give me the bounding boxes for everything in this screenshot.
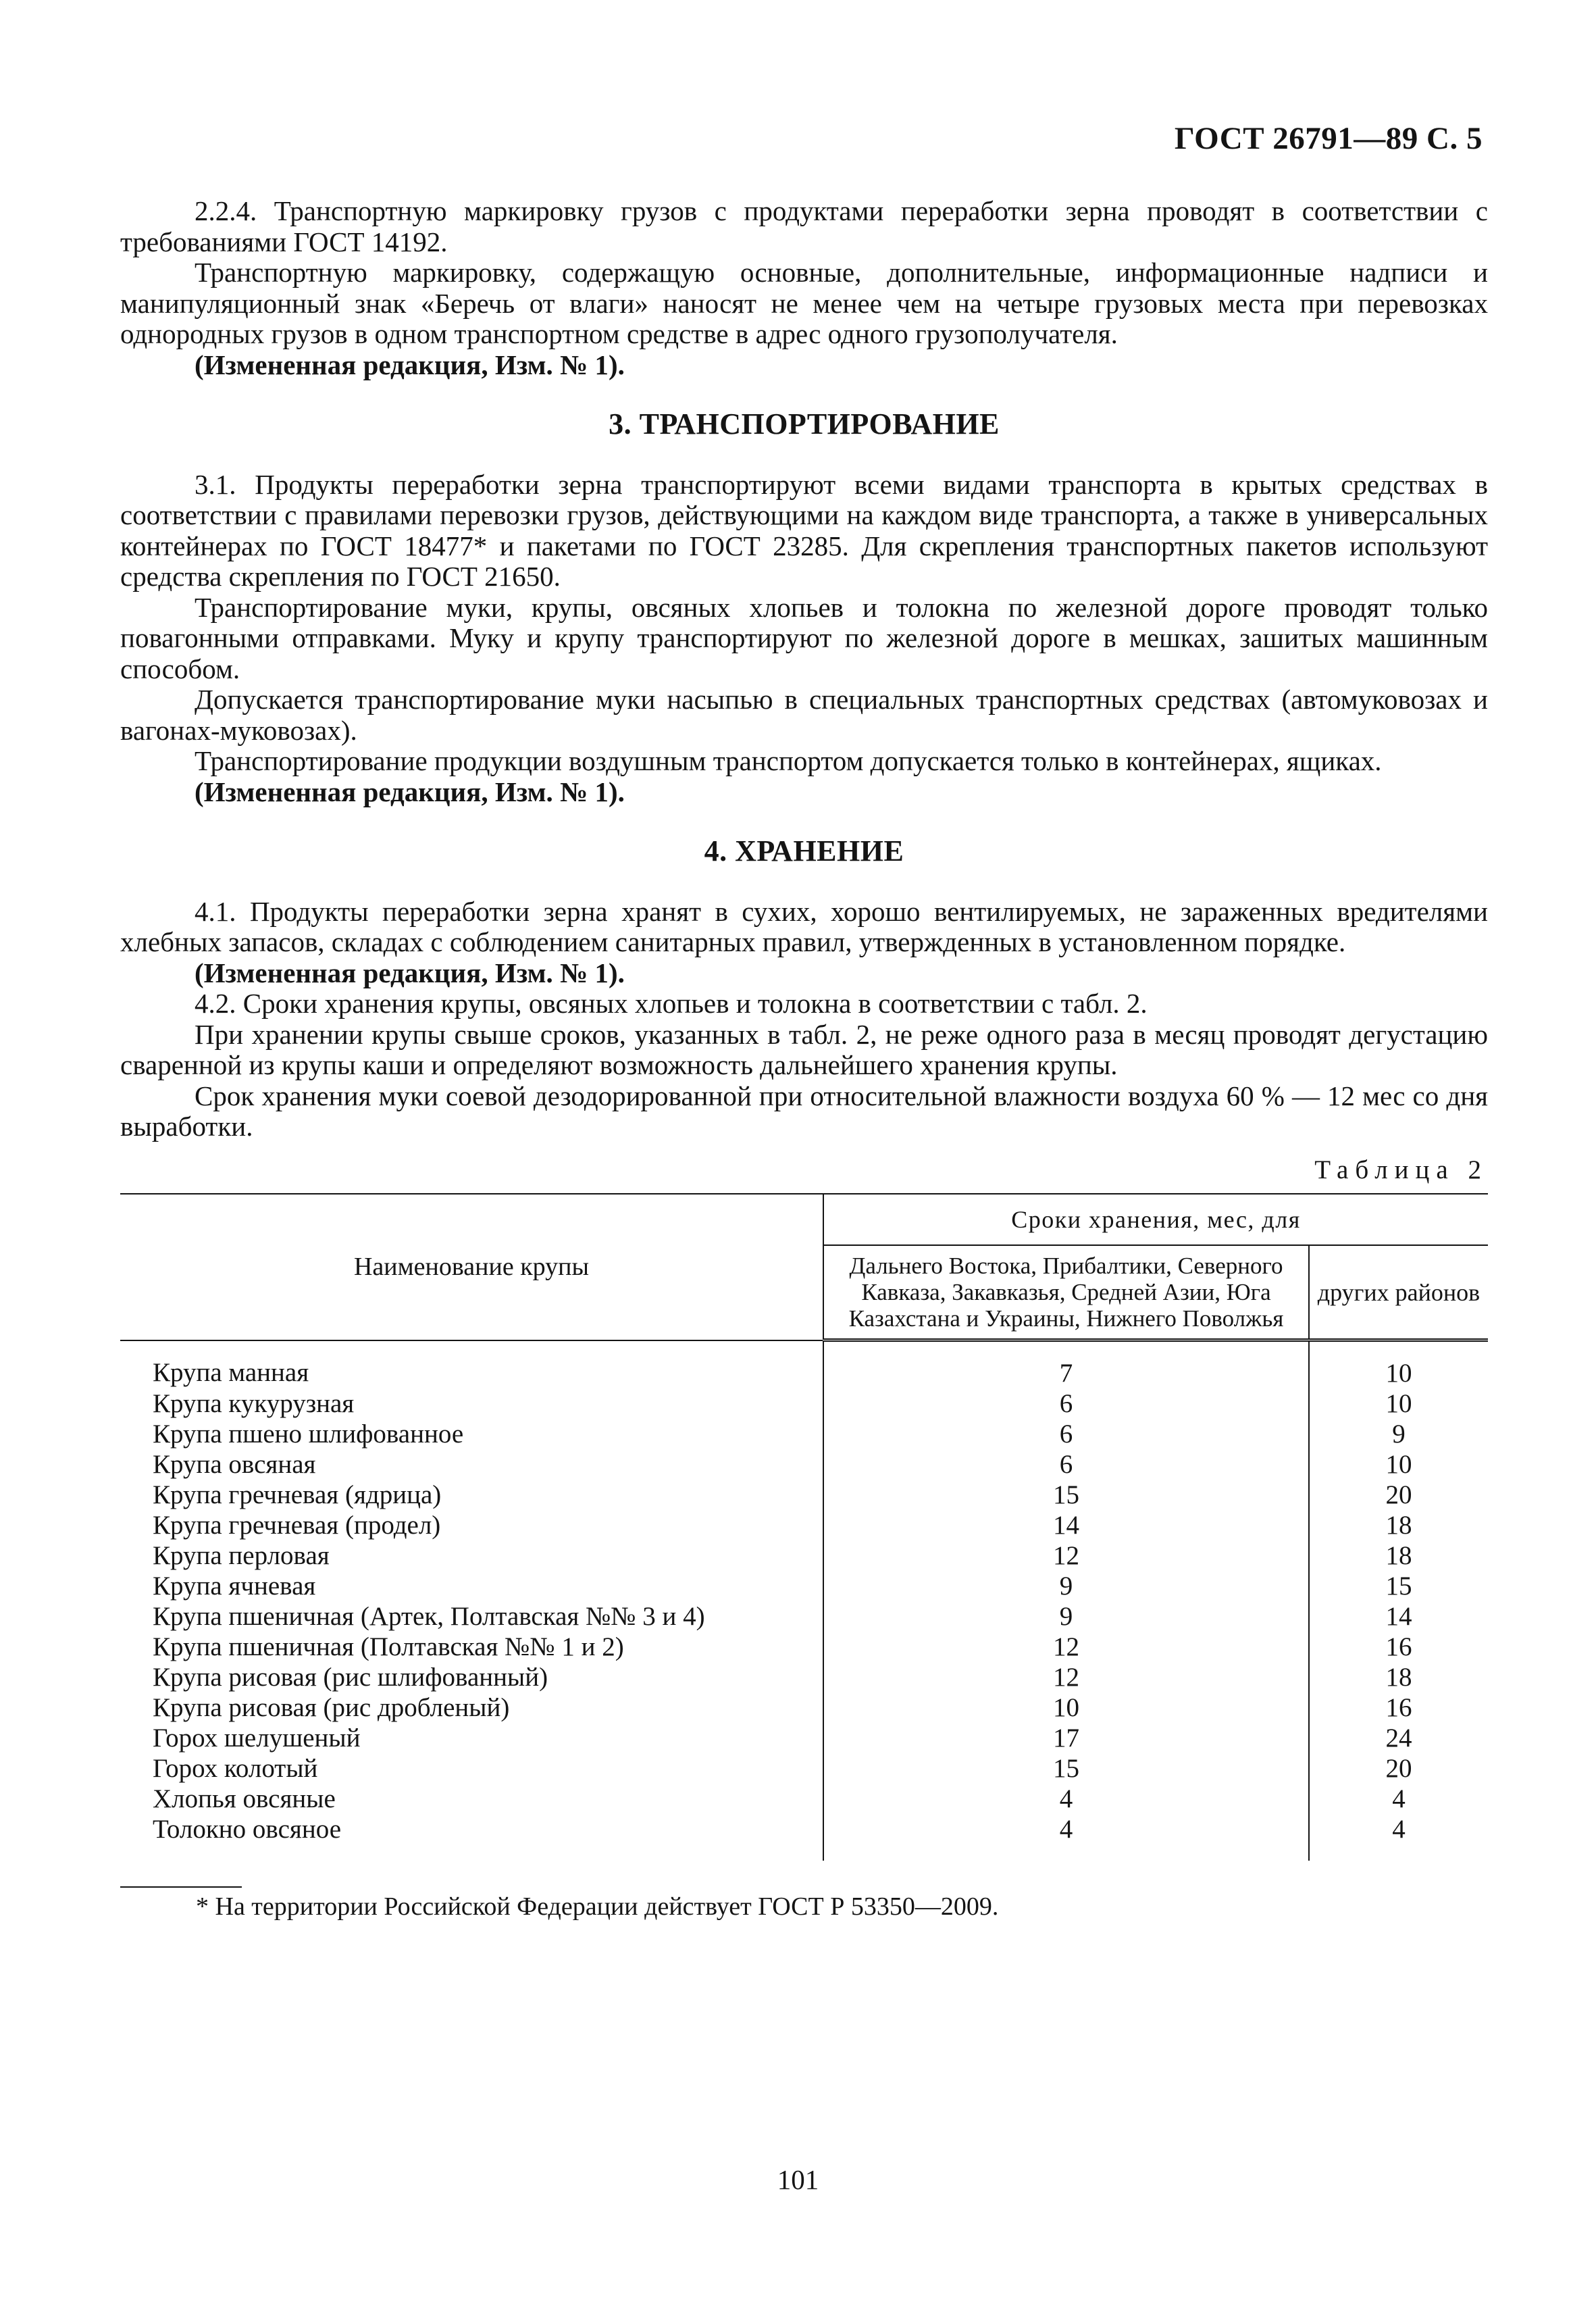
cell-name: Крупа гречневая (ядрица) — [120, 1480, 823, 1510]
footnote-rule — [120, 1886, 242, 1888]
cell-regions: 12 — [823, 1540, 1309, 1571]
storage-terms-table — [120, 1193, 1488, 1861]
table-row — [120, 1784, 1488, 1814]
column-group-header: Сроки хранения, мес, для — [823, 1194, 1488, 1245]
cell-other-regions: 20 — [1385, 1480, 1412, 1509]
cell-regions: 6 — [823, 1419, 1309, 1449]
cell-regions: 12 — [823, 1662, 1309, 1692]
cell-regions: 15 — [823, 1480, 1309, 1510]
cell-other-regions: 10 — [1385, 1450, 1412, 1479]
table-row — [120, 1753, 1488, 1784]
page-content — [120, 196, 1488, 1923]
paragraph-3-1: 3.1. Продукты переработки зерна транспортируют всеми видами транспорта в крытых средствах в соответствии с правилами перевозки грузов, действующими на каждом виде транспорта, а также в универсальных контейнерах по ГОСТ 18477* и пакетами по ГОСТ 23285. Для скрепления транспортных пакетов используют средства скрепления по ГОСТ 21650. — [120, 468, 1488, 592]
section-heading-transport: 3. ТРАНСПОРТИРОВАНИЕ — [609, 407, 1000, 441]
cell-regions: 7 — [823, 1340, 1309, 1389]
cell-other-regions: 10 — [1385, 1389, 1412, 1418]
paragraph-rail-transport: Транспортирование муки, крупы, овсяных хлопьев и толокна по железной дороге проводят только повагонными отправками. Муку и крупу транспортируют по железной дороге в мешках, зашитых машинным способом. — [120, 591, 1488, 684]
cell-regions: 6 — [823, 1449, 1309, 1480]
cell-name: Горох колотый — [120, 1753, 823, 1784]
page-number: 101 — [777, 2164, 819, 2195]
cell-other-regions: 20 — [1385, 1754, 1412, 1783]
table-row — [120, 1510, 1488, 1540]
cell-other-regions: 18 — [1385, 1541, 1412, 1570]
cell-other-regions: 24 — [1385, 1724, 1412, 1753]
paragraph-4-1: 4.1. Продукты переработки зерна хранят в сухих, хорошо вентилируемых, не зараженных вредителями хлебных запасов, складах с соблюдением санитарных правил, утвержденных в установленном порядке. — [120, 895, 1488, 957]
table-row — [120, 1814, 1488, 1861]
cell-regions: 4 — [823, 1784, 1309, 1814]
table-row — [120, 1601, 1488, 1632]
paragraph-soy-flour: Срок хранения муки соевой дезодорированной при относительной влажности воздуха 60 % — 12 мес со дня выработки. — [120, 1080, 1488, 1142]
table-row — [120, 1419, 1488, 1449]
table-row — [120, 1662, 1488, 1692]
paragraph-4-2: 4.2. Сроки хранения крупы, овсяных хлопьев и толокна в соответствии с табл. 2. — [195, 988, 1148, 1019]
cell-name: Крупа перловая — [120, 1540, 823, 1571]
cell-name: Горох шелушеный — [120, 1723, 823, 1753]
cell-name: Хлопья овсяные — [120, 1784, 823, 1814]
cell-regions: 6 — [823, 1388, 1309, 1419]
cell-name: Крупа рисовая (рис дробленый) — [120, 1692, 823, 1723]
cell-name: Крупа кукурузная — [120, 1388, 823, 1419]
cell-regions: 14 — [823, 1510, 1309, 1540]
cell-regions: 9 — [823, 1601, 1309, 1632]
cell-name: Крупа манная — [120, 1340, 823, 1389]
cell-other-regions: 4 — [1392, 1784, 1406, 1813]
table-row — [120, 1449, 1488, 1480]
cell-other-regions: 14 — [1385, 1602, 1412, 1631]
cell-other-regions: 16 — [1385, 1693, 1412, 1722]
cell-regions: 12 — [823, 1632, 1309, 1662]
edition-note: (Измененная редакция, Изм. № 1). — [195, 349, 625, 380]
cell-other-regions: 18 — [1385, 1511, 1412, 1540]
cell-name: Крупа ячневая — [120, 1571, 823, 1601]
column-header-regions: Дальнего Востока, Прибалтики, Северного Кавказа, Закавказья, Средней Азии, Юга Казахстана и Украины, Нижнего Поволжья — [823, 1245, 1309, 1340]
column-header-name: Наименование крупы — [120, 1194, 823, 1340]
table-row — [120, 1692, 1488, 1723]
table-body — [120, 1340, 1488, 1861]
cell-regions: 17 — [823, 1723, 1309, 1753]
table-row — [120, 1340, 1488, 1389]
cell-other-regions: 9 — [1392, 1419, 1406, 1449]
page-header: ГОСТ 26791—89 С. 5 — [1174, 121, 1483, 156]
cell-other-regions: 15 — [1385, 1571, 1412, 1601]
column-header-other-regions: других районов — [1309, 1245, 1488, 1340]
cell-regions: 9 — [823, 1571, 1309, 1601]
cell-name: Крупа пшено шлифованное — [120, 1419, 823, 1449]
cell-name: Толокно овсяное — [120, 1814, 823, 1861]
footnote: * На территории Российской Федерации действует ГОСТ Р 53350—2009. — [196, 1892, 999, 1921]
paragraph-bulk-transport: Допускается транспортирование муки насыпью в специальных транспортных средствах (автомуковозах и вагонах-муковозах). — [120, 684, 1488, 746]
cell-other-regions: 18 — [1385, 1663, 1412, 1692]
paragraph-tasting: При хранении крупы свыше сроков, указанных в табл. 2, не реже одного раза в месяц проводят дегустацию сваренной из крупы каши и определяют возможность дальнейшего хранения крупы. — [120, 1018, 1488, 1080]
table-row — [120, 1540, 1488, 1571]
table-caption: Таблица 2 — [1314, 1155, 1488, 1184]
paragraph-air-transport: Транспортирование продукции воздушным транспортом допускается только в контейнерах, ящиках. — [195, 745, 1382, 776]
cell-other-regions: 4 — [1392, 1815, 1406, 1844]
cell-name: Крупа рисовая (рис шлифованный) — [120, 1662, 823, 1692]
cell-name: Крупа гречневая (продел) — [120, 1510, 823, 1540]
cell-regions: 15 — [823, 1753, 1309, 1784]
edition-note: (Измененная редакция, Изм. № 1). — [195, 957, 625, 988]
cell-other-regions: 10 — [1385, 1359, 1412, 1388]
table-row — [120, 1571, 1488, 1601]
edition-note: (Измененная редакция, Изм. № 1). — [195, 776, 625, 807]
section-heading-storage: 4. ХРАНЕНИЕ — [704, 834, 904, 867]
table-row — [120, 1480, 1488, 1510]
cell-other-regions: 16 — [1385, 1632, 1412, 1661]
table-row — [120, 1632, 1488, 1662]
table-row — [120, 1388, 1488, 1419]
table-row — [120, 1723, 1488, 1753]
paragraph-marking: Транспортную маркировку, содержащую основные, дополнительные, информационные надписи и манипуляционный знак «Беречь от влаги» наносят не менее чем на четыре грузовых места при перевозках однородных грузов в одном транспортном средстве в адрес одного грузополучателя. — [120, 257, 1488, 349]
cell-regions: 10 — [823, 1692, 1309, 1723]
cell-regions: 4 — [823, 1814, 1309, 1861]
paragraph-2-2-4: 2.2.4. Транспортную маркировку грузов с продуктами переработки зерна проводят в соответствии с требованиями ГОСТ 14192. — [120, 195, 1488, 257]
cell-name: Крупа овсяная — [120, 1449, 823, 1480]
cell-name: Крупа пшеничная (Артек, Полтавская №№ 3 и 4) — [120, 1601, 823, 1632]
cell-name: Крупа пшеничная (Полтавская №№ 1 и 2) — [120, 1632, 823, 1662]
